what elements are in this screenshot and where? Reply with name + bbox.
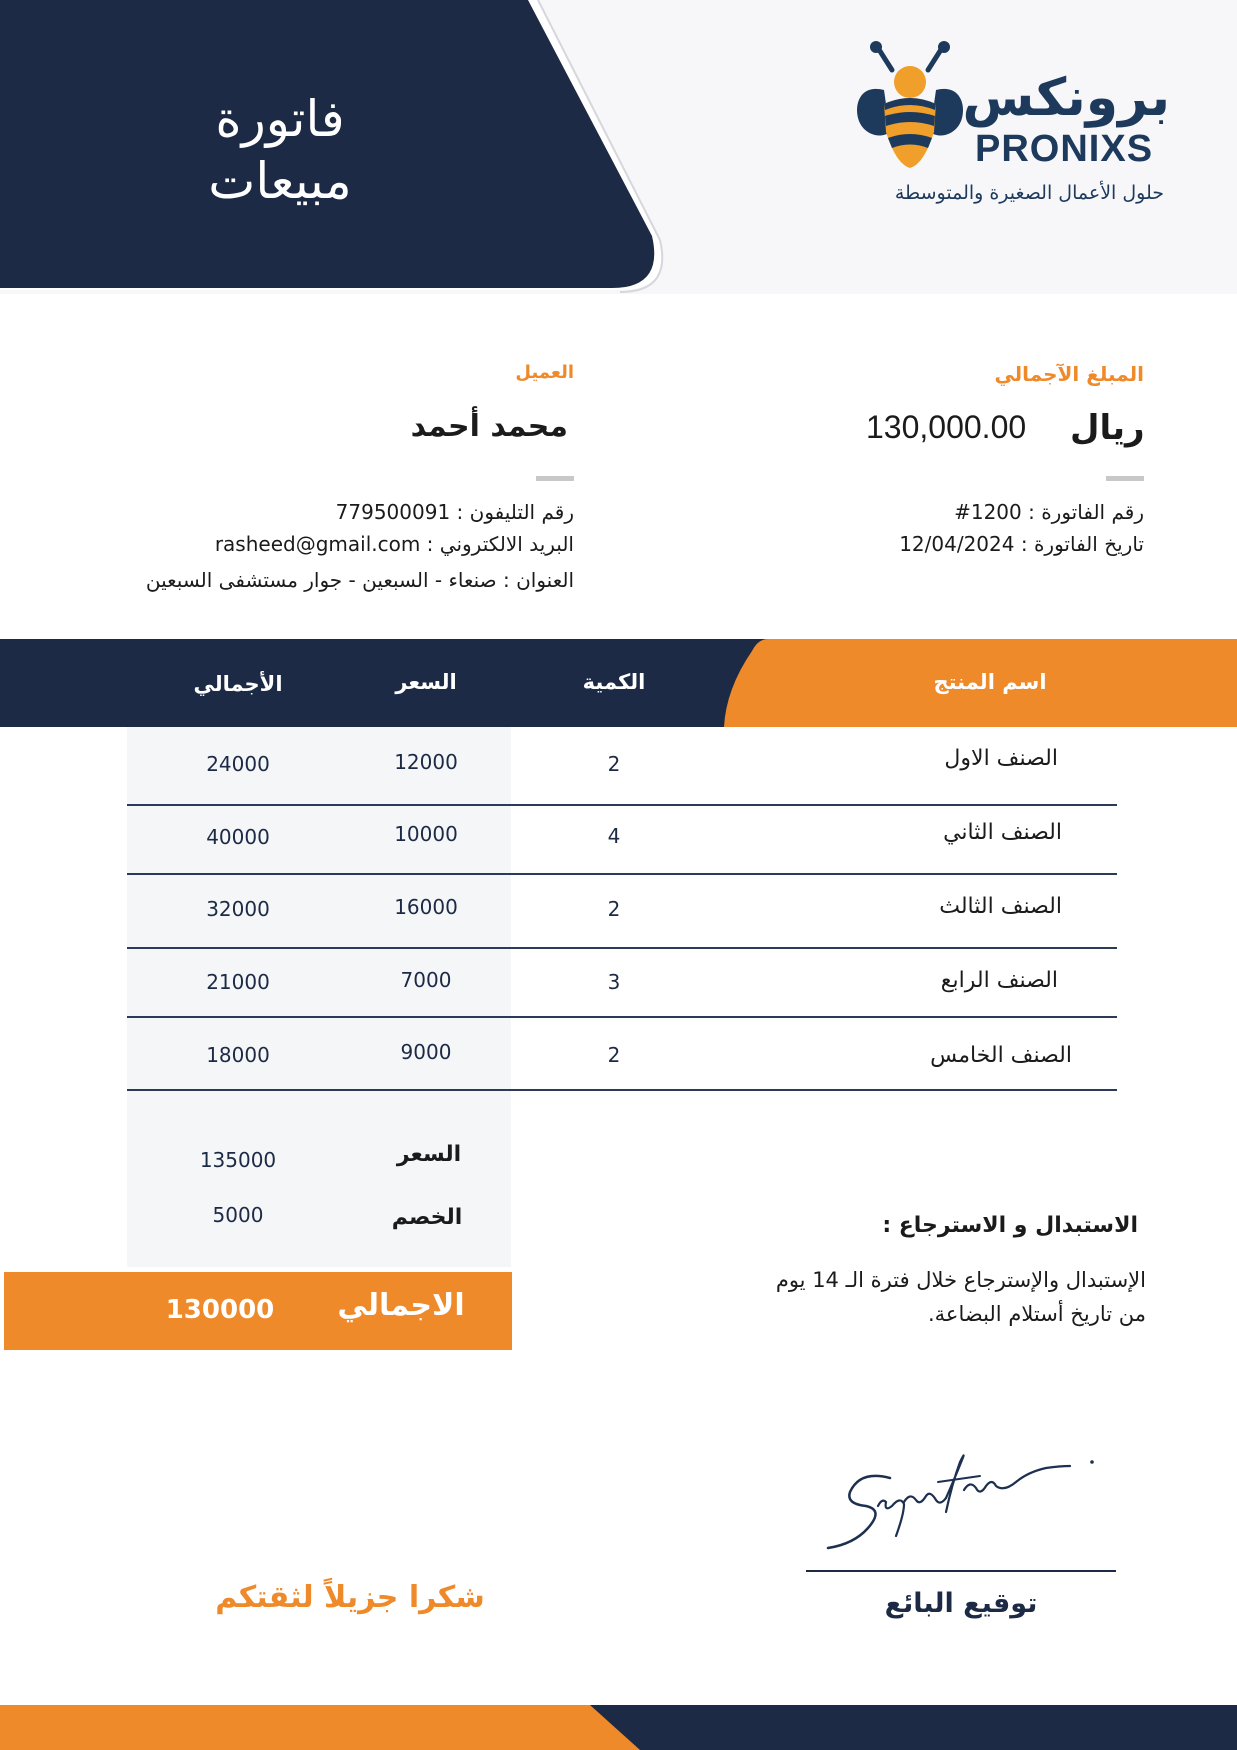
row-divider: [127, 1016, 1117, 1018]
discount-value: 5000: [212, 1203, 264, 1227]
table-row-price: 7000: [400, 968, 452, 992]
brand-name-arabic: برونكس: [962, 68, 1170, 128]
table-row-total: 40000: [206, 825, 270, 849]
total-amount-value: 130,000.00: [866, 409, 1027, 445]
subtotal-value: 135000: [199, 1148, 277, 1172]
divider-bar: [536, 476, 574, 481]
column-header-price: السعر: [395, 670, 457, 694]
table-row-total: 32000: [206, 897, 270, 921]
invoice-number: رقم الفاتورة : 1200#: [954, 500, 1144, 524]
divider-bar: [1106, 476, 1144, 481]
table-row-product: الصنف الثالث: [939, 894, 1062, 919]
table-row-product: الصنف الرابع: [940, 968, 1058, 993]
client-name: محمد أحمد: [410, 409, 568, 444]
row-divider: [127, 873, 1117, 875]
seller-signature-label: توقيع البائع: [884, 1588, 1038, 1619]
total-amount-label: المبلغ الآجمالي: [994, 362, 1144, 386]
discount-label: الخصم: [391, 1205, 463, 1230]
table-row-product: الصنف الثاني: [943, 820, 1062, 845]
row-divider: [127, 947, 1117, 949]
title-line-1: فاتورة: [215, 90, 345, 148]
signature-image: [820, 1440, 1100, 1560]
client-email: البريد الالكتروني : rasheed@gmail.com: [214, 532, 574, 556]
bee-logo-icon: [854, 40, 966, 172]
price-total-column-background: [127, 727, 511, 1267]
footer-bar: [0, 1705, 1237, 1750]
table-row-price: 16000: [394, 895, 458, 919]
document-title: [140, 88, 420, 212]
table-row-product: الصنف الاول: [944, 746, 1058, 771]
table-row-price: 9000: [400, 1040, 452, 1064]
table-row-total: 24000: [206, 752, 270, 776]
thank-you-message: شكرا جزيلاً لثقتكم: [215, 1580, 485, 1615]
brand-tagline: حلول الأعمال الصغيرة والمتوسطة: [894, 182, 1164, 204]
column-header-quantity: الكمية: [582, 670, 646, 694]
grand-total-label: الاجمالي: [337, 1288, 465, 1323]
table-row-quantity: 4: [607, 824, 621, 848]
table-row-price: 12000: [394, 750, 458, 774]
table-row-total: 18000: [206, 1043, 270, 1067]
grand-total-value: 130000: [165, 1295, 275, 1325]
currency-label: ريال: [1070, 408, 1145, 448]
brand-name-english: PRONIXS: [975, 128, 1154, 170]
column-header-total: الأجمالي: [193, 672, 283, 696]
row-divider: [127, 804, 1117, 806]
signature-line: [806, 1570, 1116, 1572]
invoice-date: تاريخ الفاتورة : 12/04/2024: [899, 532, 1144, 556]
client-label: العميل: [515, 362, 574, 383]
policy-title: الاستبدال و الاسترجاع :: [882, 1213, 1138, 1238]
policy-text: [660, 1263, 1146, 1331]
policy-line-2: من تاريخ أستلام البضاعة.: [928, 1302, 1146, 1326]
row-divider: [127, 1089, 1117, 1091]
column-header-product: اسم المنتج: [933, 670, 1047, 694]
client-address: العنوان : صنعاء - السبعين - جوار مستشفى السبعين: [145, 568, 574, 592]
table-row-product: الصنف الخامس: [930, 1043, 1072, 1068]
table-row-quantity: 3: [607, 970, 621, 994]
table-row-price: 10000: [394, 822, 458, 846]
table-row-quantity: 2: [607, 1043, 621, 1067]
policy-line-1: الإستبدال والإسترجاع خلال فترة الـ 14 يوم: [775, 1268, 1146, 1292]
table-row-quantity: 2: [607, 752, 621, 776]
title-line-2: مبيعات: [208, 152, 352, 210]
client-phone: رقم التليفون : 779500091: [335, 500, 574, 524]
table-row-total: 21000: [206, 970, 270, 994]
table-row-quantity: 2: [607, 897, 621, 921]
subtotal-label: السعر: [396, 1142, 462, 1167]
